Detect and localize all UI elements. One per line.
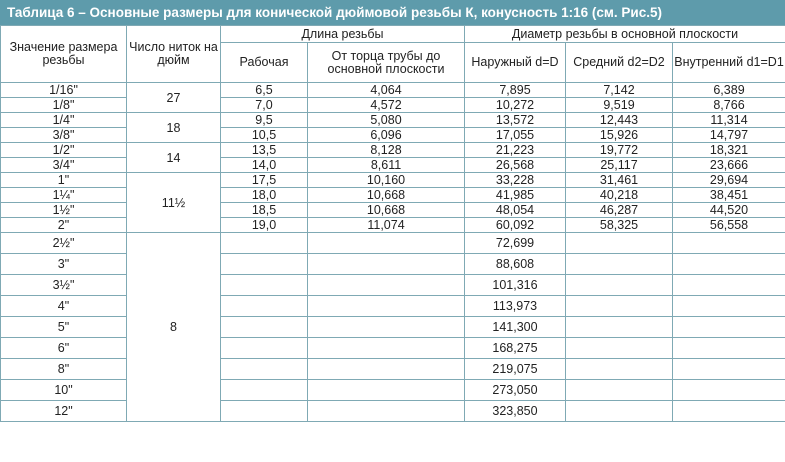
cell-inner xyxy=(673,296,785,317)
cell-middle xyxy=(566,233,673,254)
cell-from-end: 10,668 xyxy=(308,203,465,218)
cell-from-end xyxy=(308,359,465,380)
cell-middle xyxy=(566,296,673,317)
table-row xyxy=(1,83,785,98)
cell-size: 1/16" xyxy=(1,83,127,98)
cell-size: 10" xyxy=(1,380,127,401)
cell-working: 18,0 xyxy=(221,188,308,203)
cell-middle xyxy=(566,380,673,401)
cell-inner: 29,694 xyxy=(673,173,785,188)
cell-from-end: 8,611 xyxy=(308,158,465,173)
cell-inner: 23,666 xyxy=(673,158,785,173)
cell-middle: 31,461 xyxy=(566,173,673,188)
cell-working: 19,0 xyxy=(221,218,308,233)
cell-working: 17,5 xyxy=(221,173,308,188)
cell-from-end xyxy=(308,338,465,359)
cell-from-end xyxy=(308,296,465,317)
header-middle: Средний d2=D2 xyxy=(566,43,673,83)
table-row xyxy=(1,173,785,188)
cell-working: 7,0 xyxy=(221,98,308,113)
cell-middle xyxy=(566,401,673,422)
table-row xyxy=(1,203,785,218)
table-row xyxy=(1,401,785,422)
table-title: Таблица 6 – Основные размеры для конической дюймовой резьбы К, конусность 1:16 (см. Рис.5) xyxy=(0,0,785,25)
cell-outer: 323,850 xyxy=(465,401,566,422)
cell-inner xyxy=(673,359,785,380)
cell-size: 6" xyxy=(1,338,127,359)
table-row xyxy=(1,158,785,173)
cell-inner xyxy=(673,275,785,296)
header-outer: Наружный d=D xyxy=(465,43,566,83)
cell-working: 14,0 xyxy=(221,158,308,173)
header-tpi: Число ниток на дюйм xyxy=(127,26,221,83)
cell-size: 2½" xyxy=(1,233,127,254)
cell-middle: 12,443 xyxy=(566,113,673,128)
cell-working xyxy=(221,275,308,296)
cell-outer: 60,092 xyxy=(465,218,566,233)
cell-middle: 25,117 xyxy=(566,158,673,173)
cell-inner: 11,314 xyxy=(673,113,785,128)
cell-outer: 113,973 xyxy=(465,296,566,317)
header-inner: Внутренний d1=D1 xyxy=(673,43,785,83)
cell-tpi: 11½ xyxy=(127,173,221,233)
header-row-1 xyxy=(1,26,785,43)
cell-outer: 219,075 xyxy=(465,359,566,380)
cell-middle: 9,519 xyxy=(566,98,673,113)
cell-working: 9,5 xyxy=(221,113,308,128)
cell-middle xyxy=(566,317,673,338)
cell-inner xyxy=(673,380,785,401)
cell-outer: 17,055 xyxy=(465,128,566,143)
cell-outer: 273,050 xyxy=(465,380,566,401)
table-row xyxy=(1,338,785,359)
cell-working: 18,5 xyxy=(221,203,308,218)
cell-outer: 168,275 xyxy=(465,338,566,359)
header-working: Рабочая xyxy=(221,43,308,83)
cell-working: 13,5 xyxy=(221,143,308,158)
cell-tpi: 27 xyxy=(127,83,221,113)
cell-size: 3½" xyxy=(1,275,127,296)
cell-middle: 7,142 xyxy=(566,83,673,98)
cell-middle: 40,218 xyxy=(566,188,673,203)
cell-inner xyxy=(673,401,785,422)
cell-outer: 88,608 xyxy=(465,254,566,275)
table-row xyxy=(1,128,785,143)
table-row xyxy=(1,359,785,380)
table-row xyxy=(1,380,785,401)
cell-working xyxy=(221,380,308,401)
cell-middle: 58,325 xyxy=(566,218,673,233)
cell-middle: 15,926 xyxy=(566,128,673,143)
cell-from-end xyxy=(308,380,465,401)
cell-middle: 46,287 xyxy=(566,203,673,218)
cell-working xyxy=(221,401,308,422)
cell-outer: 33,228 xyxy=(465,173,566,188)
header-diameter-group: Диаметр резьбы в основной плоскости xyxy=(465,26,785,43)
cell-inner: 44,520 xyxy=(673,203,785,218)
cell-size: 1/2" xyxy=(1,143,127,158)
cell-working xyxy=(221,317,308,338)
cell-working xyxy=(221,296,308,317)
cell-outer: 7,895 xyxy=(465,83,566,98)
cell-inner: 6,389 xyxy=(673,83,785,98)
thread-dimensions-table xyxy=(0,25,785,422)
table-row xyxy=(1,296,785,317)
cell-working xyxy=(221,254,308,275)
cell-working: 10,5 xyxy=(221,128,308,143)
cell-inner xyxy=(673,317,785,338)
cell-outer: 41,985 xyxy=(465,188,566,203)
table-row xyxy=(1,233,785,254)
cell-outer: 26,568 xyxy=(465,158,566,173)
table-row xyxy=(1,254,785,275)
cell-from-end: 11,074 xyxy=(308,218,465,233)
cell-inner: 8,766 xyxy=(673,98,785,113)
header-size: Значение размера резьбы xyxy=(1,26,127,83)
cell-inner xyxy=(673,233,785,254)
cell-outer: 48,054 xyxy=(465,203,566,218)
cell-outer: 10,272 xyxy=(465,98,566,113)
cell-from-end xyxy=(308,233,465,254)
cell-from-end xyxy=(308,317,465,338)
cell-size: 1¼" xyxy=(1,188,127,203)
table-row xyxy=(1,188,785,203)
table-row xyxy=(1,143,785,158)
cell-middle xyxy=(566,254,673,275)
cell-size: 5" xyxy=(1,317,127,338)
cell-middle: 19,772 xyxy=(566,143,673,158)
cell-size: 3/4" xyxy=(1,158,127,173)
cell-size: 8" xyxy=(1,359,127,380)
cell-size: 3/8" xyxy=(1,128,127,143)
cell-from-end: 6,096 xyxy=(308,128,465,143)
cell-inner: 18,321 xyxy=(673,143,785,158)
cell-from-end: 10,160 xyxy=(308,173,465,188)
cell-outer: 72,699 xyxy=(465,233,566,254)
cell-size: 1/8" xyxy=(1,98,127,113)
cell-from-end xyxy=(308,401,465,422)
cell-middle xyxy=(566,359,673,380)
cell-middle xyxy=(566,338,673,359)
cell-from-end: 4,572 xyxy=(308,98,465,113)
cell-from-end xyxy=(308,254,465,275)
cell-tpi: 8 xyxy=(127,233,221,422)
cell-from-end: 8,128 xyxy=(308,143,465,158)
cell-size: 12" xyxy=(1,401,127,422)
cell-from-end xyxy=(308,275,465,296)
cell-inner xyxy=(673,338,785,359)
table-row xyxy=(1,98,785,113)
table-row xyxy=(1,113,785,128)
cell-from-end: 5,080 xyxy=(308,113,465,128)
cell-size: 4" xyxy=(1,296,127,317)
cell-middle xyxy=(566,275,673,296)
cell-size: 2" xyxy=(1,218,127,233)
cell-working xyxy=(221,338,308,359)
cell-inner xyxy=(673,254,785,275)
table-row xyxy=(1,275,785,296)
cell-working xyxy=(221,233,308,254)
table-row xyxy=(1,317,785,338)
cell-inner: 38,451 xyxy=(673,188,785,203)
header-from-end: От торца трубы до основной плоскости xyxy=(308,43,465,83)
cell-outer: 101,316 xyxy=(465,275,566,296)
cell-outer: 13,572 xyxy=(465,113,566,128)
cell-size: 3" xyxy=(1,254,127,275)
cell-outer: 21,223 xyxy=(465,143,566,158)
header-length-group: Длина резьбы xyxy=(221,26,465,43)
cell-from-end: 10,668 xyxy=(308,188,465,203)
cell-working: 6,5 xyxy=(221,83,308,98)
cell-size: 1" xyxy=(1,173,127,188)
cell-outer: 141,300 xyxy=(465,317,566,338)
cell-inner: 56,558 xyxy=(673,218,785,233)
cell-size: 1½" xyxy=(1,203,127,218)
table-row xyxy=(1,218,785,233)
cell-inner: 14,797 xyxy=(673,128,785,143)
cell-tpi: 14 xyxy=(127,143,221,173)
cell-tpi: 18 xyxy=(127,113,221,143)
cell-size: 1/4" xyxy=(1,113,127,128)
cell-working xyxy=(221,359,308,380)
cell-from-end: 4,064 xyxy=(308,83,465,98)
